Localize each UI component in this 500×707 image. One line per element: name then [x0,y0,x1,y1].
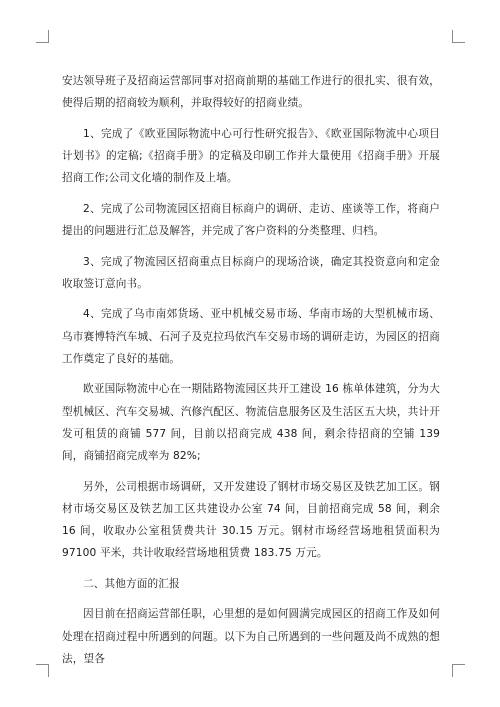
paragraph-logistics-park-summary: 欧亚国际物流中心在一期陆路物流园区共开工建设 16 栋单体建筑，分为大型机械区、汽车交易城、汽修汽配区、物流信息服务区及生活区五大块，共计开发可租赁的商铺 577 间，目前以招商完成 438 间，剩余待招商的空铺 139 间，商铺招商完成率为 82%; [62,383,440,462]
paragraph-other-reports: 因目前在招商运营部任职，心里想的是如何圆满完成园区的招商工作及如何处理在招商过程中所遇到的问题。以下为自己所遇到的一些问题及尚不成熟的想法，望各 [62,608,440,665]
section-heading-other-reports: 二、其他方面的汇报 [83,577,180,590]
paragraph-item-1: 1、完成了《欧亚国际物流中心可行性研究报告》、《欧亚国际物流中心项目计划书》的定稿;《招商手册》的定稿及印刷工作并大量使用《招商手册》开展招商工作;公司文化墙的制作及上墙。 [62,127,440,185]
paragraph-item-3: 3、完成了物流园区招商重点目标商户的现场洽谈，确定其投资意向和定金收取签订意向书。 [62,255,440,290]
crop-mark-bottom-right [452,664,465,677]
paragraph-item-2: 2、完成了公司物流园区招商目标商户的调研、走访、座谈等工作，将商户提出的问题进行汇总及解答，并完成了客户资料的分类整理、归档。 [62,202,440,237]
paragraph-intro-continuation: 安达领导班子及招商运营部同事对招商前期的基础工作进行的很扎实、很有效，使得后期的招商较为顺利，并取得较好的招商业绩。 [62,75,440,110]
crop-mark-bottom-left [36,664,49,677]
document-body [62,70,440,678]
crop-mark-top-left [36,30,49,43]
paragraph-steel-market-summary: 另外，公司根据市场调研，又开发建设了钢材市场交易区及铁艺加工区。钢材市场交易区及铁艺加工区共建设办公室 74 间，目前招商完成 58 间，剩余 16 间，收取办公室租赁费共计 30.15 万元。钢材市场经营场地租赁面积为 97100 平米，共计收取经营场地租赁费 183.75 万元。 [62,480,440,560]
crop-mark-top-right [452,30,465,43]
paragraph-item-4: 4、完成了乌市南郊货场、亚中机械交易市场、华南市场的大型机械市场、乌市赛博特汽车城、石河子及克拉玛依汽车交易市场的调研走访，为园区的招商工作奠定了良好的基础。 [62,308,440,365]
